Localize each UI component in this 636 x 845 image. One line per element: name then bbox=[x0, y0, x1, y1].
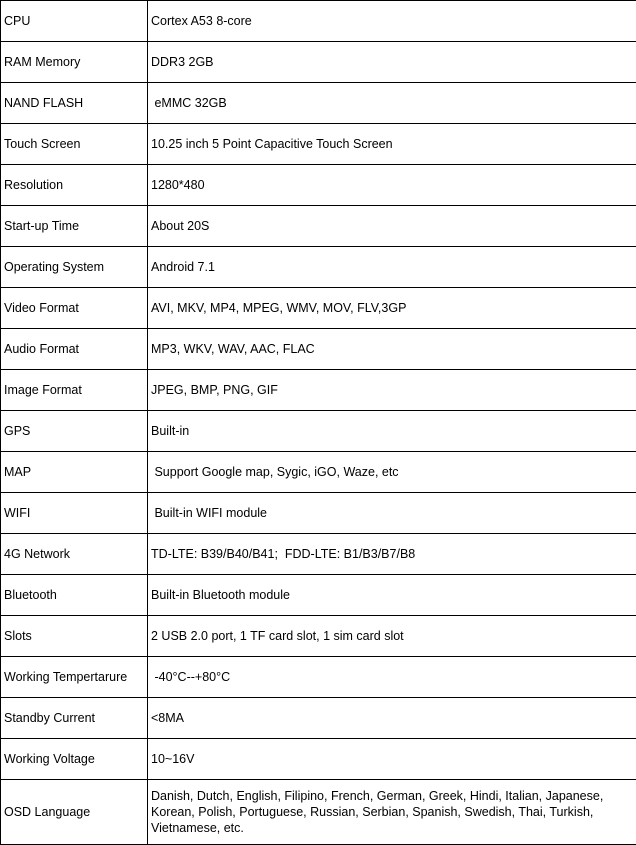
spec-value: 1280*480 bbox=[148, 165, 636, 206]
spec-value: -40°C--+80°C bbox=[148, 657, 636, 698]
spec-label: MAP bbox=[1, 452, 148, 493]
table-row-bluetooth bbox=[1, 575, 636, 616]
spec-label: WIFI bbox=[1, 493, 148, 534]
spec-value: JPEG, BMP, PNG, GIF bbox=[148, 370, 636, 411]
table-row-standby-current bbox=[1, 698, 636, 739]
table-row-map bbox=[1, 452, 636, 493]
table-row-ram-memory bbox=[1, 42, 636, 83]
spec-label: RAM Memory bbox=[1, 42, 148, 83]
spec-value: 2 USB 2.0 port, 1 TF card slot, 1 sim card slot bbox=[148, 616, 636, 657]
spec-value: Android 7.1 bbox=[148, 247, 636, 288]
spec-label: Working Tempertarure bbox=[1, 657, 148, 698]
spec-value: DDR3 2GB bbox=[148, 42, 636, 83]
spec-value: <8MA bbox=[148, 698, 636, 739]
spec-label: Audio Format bbox=[1, 329, 148, 370]
table-row-4g-network bbox=[1, 534, 636, 575]
table-row-cpu bbox=[1, 1, 636, 42]
table-row-osd-language bbox=[1, 780, 636, 845]
table-row-nand-flash bbox=[1, 83, 636, 124]
spec-label: Working Voltage bbox=[1, 739, 148, 780]
spec-label: Operating System bbox=[1, 247, 148, 288]
spec-label: Slots bbox=[1, 616, 148, 657]
table-row-resolution bbox=[1, 165, 636, 206]
spec-value: Built-in WIFI module bbox=[148, 493, 636, 534]
spec-label: OSD Language bbox=[1, 780, 148, 845]
spec-label: Video Format bbox=[1, 288, 148, 329]
table-row-working-temperature bbox=[1, 657, 636, 698]
table-row-start-up-time bbox=[1, 206, 636, 247]
spec-value: MP3, WKV, WAV, AAC, FLAC bbox=[148, 329, 636, 370]
spec-value: Support Google map, Sygic, iGO, Waze, etc bbox=[148, 452, 636, 493]
spec-value: Built-in Bluetooth module bbox=[148, 575, 636, 616]
spec-value: 10.25 inch 5 Point Capacitive Touch Screen bbox=[148, 124, 636, 165]
spec-label: 4G Network bbox=[1, 534, 148, 575]
spec-value: About 20S bbox=[148, 206, 636, 247]
spec-label: Start-up Time bbox=[1, 206, 148, 247]
table-row-touch-screen bbox=[1, 124, 636, 165]
table-row-video-format bbox=[1, 288, 636, 329]
spec-label: Touch Screen bbox=[1, 124, 148, 165]
spec-label: CPU bbox=[1, 1, 148, 42]
spec-label: Image Format bbox=[1, 370, 148, 411]
spec-label: Bluetooth bbox=[1, 575, 148, 616]
table-row-image-format bbox=[1, 370, 636, 411]
table-row-gps bbox=[1, 411, 636, 452]
spec-label: GPS bbox=[1, 411, 148, 452]
table-row-wifi bbox=[1, 493, 636, 534]
table-row-audio-format bbox=[1, 329, 636, 370]
spec-value: Built-in bbox=[148, 411, 636, 452]
spec-value: Cortex A53 8-core bbox=[148, 1, 636, 42]
spec-value: 10~16V bbox=[148, 739, 636, 780]
spec-value: TD-LTE: B39/B40/B41; FDD-LTE: B1/B3/B7/B8 bbox=[148, 534, 636, 575]
table-row-slots bbox=[1, 616, 636, 657]
spec-label: NAND FLASH bbox=[1, 83, 148, 124]
spec-value: AVI, MKV, MP4, MPEG, WMV, MOV, FLV,3GP bbox=[148, 288, 636, 329]
spec-value: eMMC 32GB bbox=[148, 83, 636, 124]
spec-label: Standby Current bbox=[1, 698, 148, 739]
spec-label: Resolution bbox=[1, 165, 148, 206]
table-row-working-voltage bbox=[1, 739, 636, 780]
table-row-operating-system bbox=[1, 247, 636, 288]
spec-value: Danish, Dutch, English, Filipino, French, German, Greek, Hindi, Italian, Japanese, Korean, Polish, Portuguese, Russian, Serbian, Spanish, Swedish, Thai, Turkish, Vietnamese, etc. bbox=[148, 780, 636, 845]
